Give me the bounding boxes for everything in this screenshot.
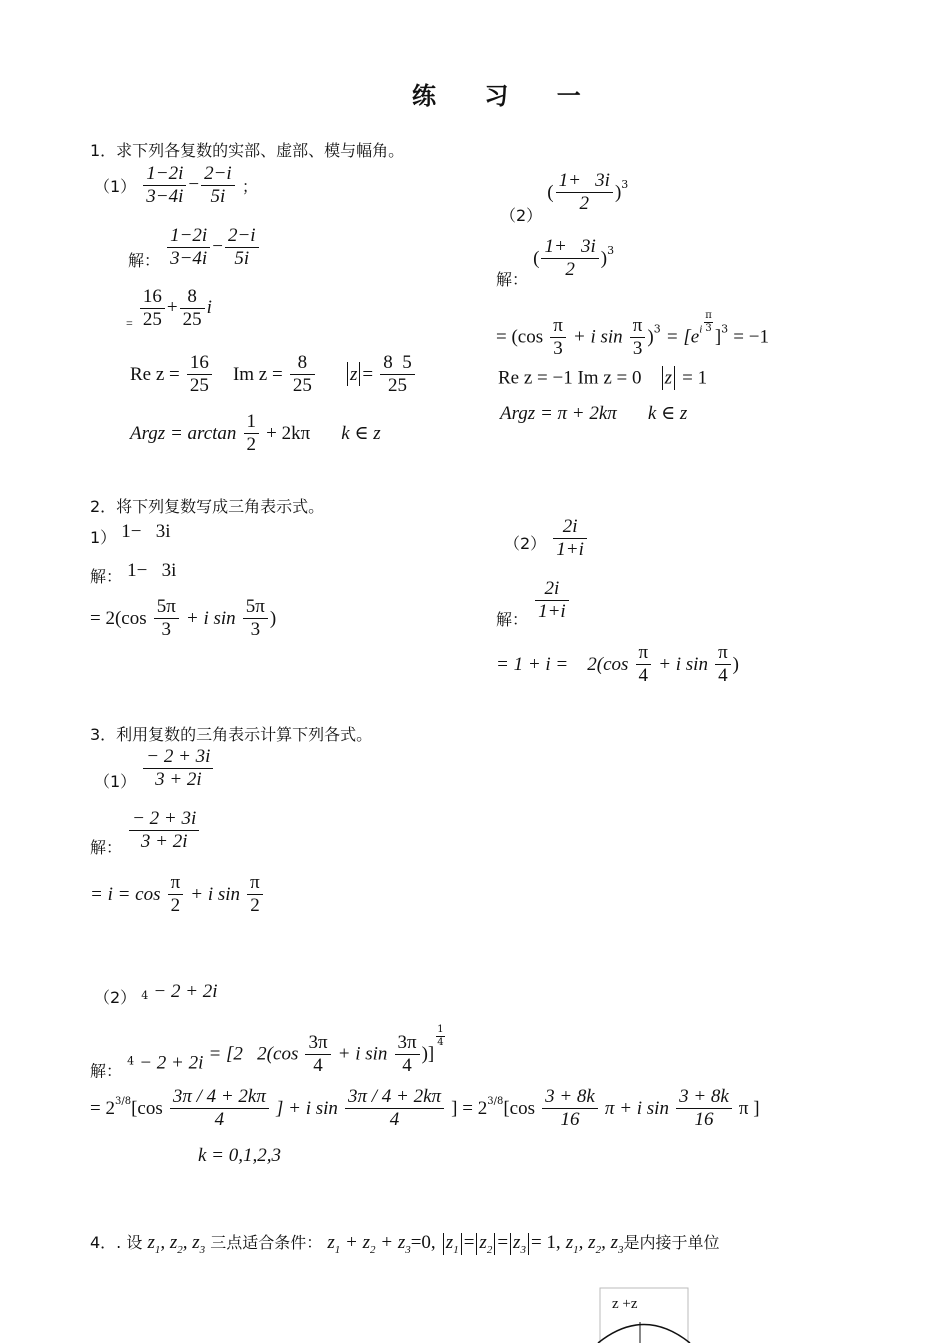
q2-part2-result: = 1 + i = 2(cos $\frac{\pi}{4}$ + i sin $\frac{\pi}{4}$ ) [496,642,739,686]
q1-part1-solution-line: 解： $\frac{1-2i}{3-4i}$ − $\frac{2-i}{5i}$ [128,225,261,271]
q2-part1-expression: 1） 1− 3i [90,521,171,547]
q2-heading: 2．将下列复数写成三角表示式。 [90,497,325,516]
q1-part2-trig: = (cos $\frac{\pi}{3}$ + i sin $\frac{\pi}{3}$ )$^3 = [e^i$ $\frac{\pi}{3}$ ]$^3$ = −1 [496,310,769,359]
q1-part1-components: Re z = $\frac{16}{25}$ Im z = $\frac{8}{25}$ z = $\frac{8 5}{25}$ [130,352,417,397]
q1-part1-result: $_=$ $\frac{16}{25}$ + $\frac{8}{25}$ i [126,286,212,330]
q3-heading: 3．利用复数的三角表示计算下列各式。 [90,725,373,744]
q1-part1-expression: （1） $\frac{1-2i}{3-4i}$ − $\frac{2-i}{5i}$ ； [94,163,258,207]
q2-part2-solution: 解： $\frac{2i}{1+i}$ [496,578,571,630]
q1-part2-arg: Argz = π + 2kπ k ∈ z [500,403,688,424]
q1-part2-components: Re z = −1 Im z = 0 z = 1 [498,367,708,389]
q1-part2-expression: （2） ( $\frac{1+ 3i}{2}$ )$^3$ [500,170,629,225]
q3-part2-expression: （2） 4 − 2 + 2i [94,981,218,1007]
q1-part1-arg: Argz = arctan $\frac{1}{2}$ + 2kπ k ∈ z [130,411,381,455]
q1-part1-label: （1） [94,176,137,196]
page-title: 练 习 一 [412,82,601,110]
q1-part2-solution: 解： ( $\frac{1+ 3i}{2}$ )$^3$ [496,236,615,289]
q1-heading: 1．求下列各复数的实部、虚部、模与幅角。 [90,141,405,160]
q3-part2-solution: 解： $_4$ − 2 + 2i = [2 2(cos $\frac{3\pi}{4}$ + i sin $\frac{3\pi}{4}$ )] $\frac{1}{4}$ [90,1024,444,1081]
q1-p1-frac-a: $\frac{1-2i}{3-4i}$ [143,163,186,208]
q2-part2-expression: （2） $\frac{2i}{1+i}$ [504,516,589,561]
q1-sol-label: 解： [128,250,161,270]
q3-part2-expansion: = $2^{3/8}[\cos$ $\frac{3\pi / 4 + 2k\pi}{4}$ ] + i sin $\frac{3\pi / 4 + 2k\pi}{4}$ ] = $2^{3/8}[\cos$ $\frac{3 + 8k}{16}$ π + i sin $\frac{3 + 8k}{16}$ π ] [90,1086,760,1130]
q4-statement: 4．. 设 $z_1$, $z_2$, $z_3$ 三点适合条件： $z_1 + z_2 + z_3=0$, $z_1 = z_2 = z_3 = 1$, $z_1$, $z_2$, $z_3$是内接于单位 [90,1232,720,1256]
q3-part1-expression: （1） $\frac{- 2 + 3i}{3 + 2i}$ [94,746,215,792]
q1-p1-frac-b: $\frac{2-i}{5i}$ [201,163,235,208]
q3-part1-result: = i = cos $\frac{\pi}{2}$ + i sin $\frac{\pi}{2}$ [90,872,265,917]
q2-part1-result: = 2(cos $\frac{5\pi}{3}$ + i sin $\frac{5\pi}{3}$ ) [90,596,277,640]
q3-part1-solution: 解： $\frac{- 2 + 3i}{3 + 2i}$ [90,808,201,858]
unit-circle-figure [590,1286,700,1343]
q1-part2-label: （2） [500,205,543,225]
q3-k-values: k = 0,1,2,3 [198,1145,282,1166]
q2-part1-solution: 解： 1− 3i [90,560,177,586]
figure-label: z +z [612,1296,638,1312]
